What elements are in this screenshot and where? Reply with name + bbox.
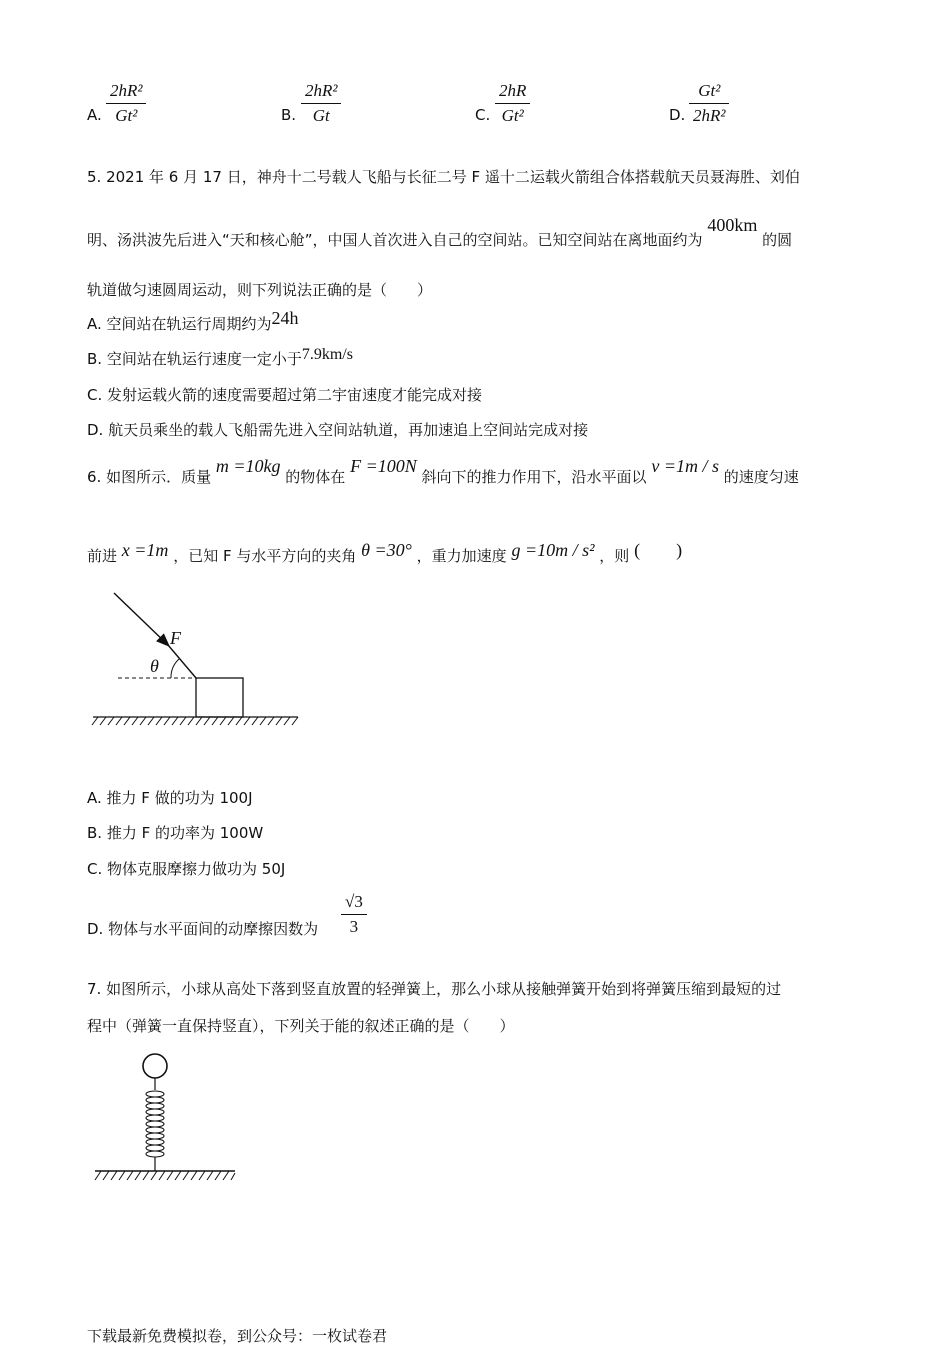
q4-option-c-fraction bbox=[495, 80, 530, 127]
ground-hatch bbox=[92, 717, 298, 725]
q4-option-a-fraction bbox=[106, 80, 146, 127]
fig-force-label: F bbox=[170, 628, 181, 648]
q6-stem-line2 bbox=[87, 541, 682, 567]
q4-option-c-numerator: 2hR bbox=[499, 81, 527, 100]
force-arrow bbox=[114, 593, 168, 645]
q6-stem-l1-b: 的物体在 bbox=[285, 468, 346, 486]
q6-option-d-fraction bbox=[341, 891, 367, 938]
angle-arc bbox=[171, 659, 179, 678]
q4-option-d-numerator: Gt² bbox=[698, 81, 721, 100]
q5-stem-line2-end: 的圆 bbox=[762, 231, 793, 249]
floor-hatch bbox=[95, 1171, 235, 1180]
q4-option-b-label: B. bbox=[281, 106, 297, 124]
q4-option-d-denominator: 2hR² bbox=[693, 106, 726, 125]
q4-option-d-label: D. bbox=[669, 106, 686, 124]
q6-option-d-denominator: 3 bbox=[349, 917, 359, 936]
q6-block-force-diagram bbox=[88, 585, 308, 730]
q6-stem-line1 bbox=[87, 456, 799, 487]
q4-option-b-denominator: Gt bbox=[312, 106, 330, 125]
q4-option-c-denominator: Gt² bbox=[501, 106, 524, 125]
q4-option-a-numerator: 2hR² bbox=[110, 81, 143, 100]
fig-theta-label: θ bbox=[150, 656, 159, 676]
q5-option-a-value: 24h bbox=[271, 308, 299, 328]
block bbox=[196, 678, 243, 717]
q5-option-c: C. 发射运载火箭的速度需要超过第二宇宙速度才能完成对接 bbox=[87, 386, 483, 404]
q6-stem-l2-d: ，则 bbox=[599, 547, 630, 565]
footer-note: 下载最新免费模拟卷，到公众号：一枚试卷君 bbox=[87, 1327, 388, 1345]
q6-displacement: x =1m bbox=[121, 540, 169, 560]
q6-stem-l1-c: 斜向下的推力作用下，沿水平面以 bbox=[421, 468, 647, 486]
q4-option-c-label: C. bbox=[475, 106, 491, 124]
q5-altitude-value: 400km bbox=[707, 215, 758, 235]
q4-option-a-label: A. bbox=[87, 106, 102, 124]
q5-option-d: D. 航天员乘坐的载人飞船需先进入空间站轨道，再加速追上空间站完成对接 bbox=[87, 421, 589, 439]
q6-stem-l2-a: 前进 bbox=[87, 547, 118, 565]
q5-option-b-text: B. 空间站在轨运行速度一定小于 bbox=[87, 350, 302, 368]
q4-option-d-fraction bbox=[689, 80, 729, 127]
q6-option-a: A. 推力 F 做的功为 100J bbox=[87, 789, 253, 807]
q5-stem-line2 bbox=[87, 215, 793, 250]
q5-option-b-value: 7.9km/s bbox=[301, 346, 353, 363]
q6-stem-l2-c: ，重力加速度 bbox=[416, 547, 507, 565]
q7-stem-line1: 7. 如图所示，小球从高处下落到竖直放置的轻弹簧上，那么小球从接触弹簧开始到将弹簧压缩到最短的过 bbox=[87, 980, 782, 998]
q6-option-b: B. 推力 F 的功率为 100W bbox=[87, 824, 264, 842]
q6-stem-l1-a: 6. 如图所示．质量 bbox=[87, 468, 212, 486]
q5-stem-line2-text: 明、汤洪波先后进入“天和核心舱”，中国人首次进入自己的空间站。已知空间站在离地面约为 bbox=[87, 231, 703, 249]
q7-stem-line2: 程中（弹簧一直保持竖直），下列关于能的叙述正确的是（ ） bbox=[87, 1017, 515, 1035]
q6-option-d-numerator: √3 bbox=[345, 892, 363, 911]
q6-answer-paren: ( ) bbox=[634, 540, 683, 560]
q4-option-b-fraction bbox=[301, 80, 341, 127]
q5-stem-line1: 5. 2021 年 6 月 17 日，神舟十二号载人飞船与长征二号 F 遥十二运载火箭组合体搭载航天员聂海胜、刘伯 bbox=[87, 168, 800, 186]
q5-stem-line3: 轨道做匀速圆周运动，则下列说法正确的是（ ） bbox=[87, 281, 433, 299]
ball bbox=[143, 1054, 167, 1078]
q6-angle: θ =30° bbox=[361, 540, 412, 560]
q6-gravity: g =10m / s² bbox=[511, 540, 595, 560]
q6-stem-l1-d: 的速度匀速 bbox=[723, 468, 799, 486]
q4-option-a-denominator: Gt² bbox=[115, 106, 138, 125]
q6-mass: m =10kg bbox=[215, 456, 281, 476]
q6-stem-l2-b: ，已知 F 与水平方向的夹角 bbox=[173, 547, 357, 565]
q5-option-b bbox=[87, 348, 353, 369]
q6-force: F =100N bbox=[350, 456, 417, 476]
q5-option-a bbox=[87, 308, 299, 334]
q4-option-b-numerator: 2hR² bbox=[305, 81, 338, 100]
q6-option-c: C. 物体克服摩擦力做功为 50J bbox=[87, 860, 286, 878]
q6-option-d-text: D. 物体与水平面间的动摩擦因数为 bbox=[87, 920, 319, 938]
spring bbox=[146, 1091, 164, 1157]
q5-option-a-text: A. 空间站在轨运行周期约为 bbox=[87, 315, 272, 333]
q6-velocity: v =1m / s bbox=[651, 456, 719, 476]
q7-ball-spring-diagram bbox=[92, 1050, 242, 1185]
